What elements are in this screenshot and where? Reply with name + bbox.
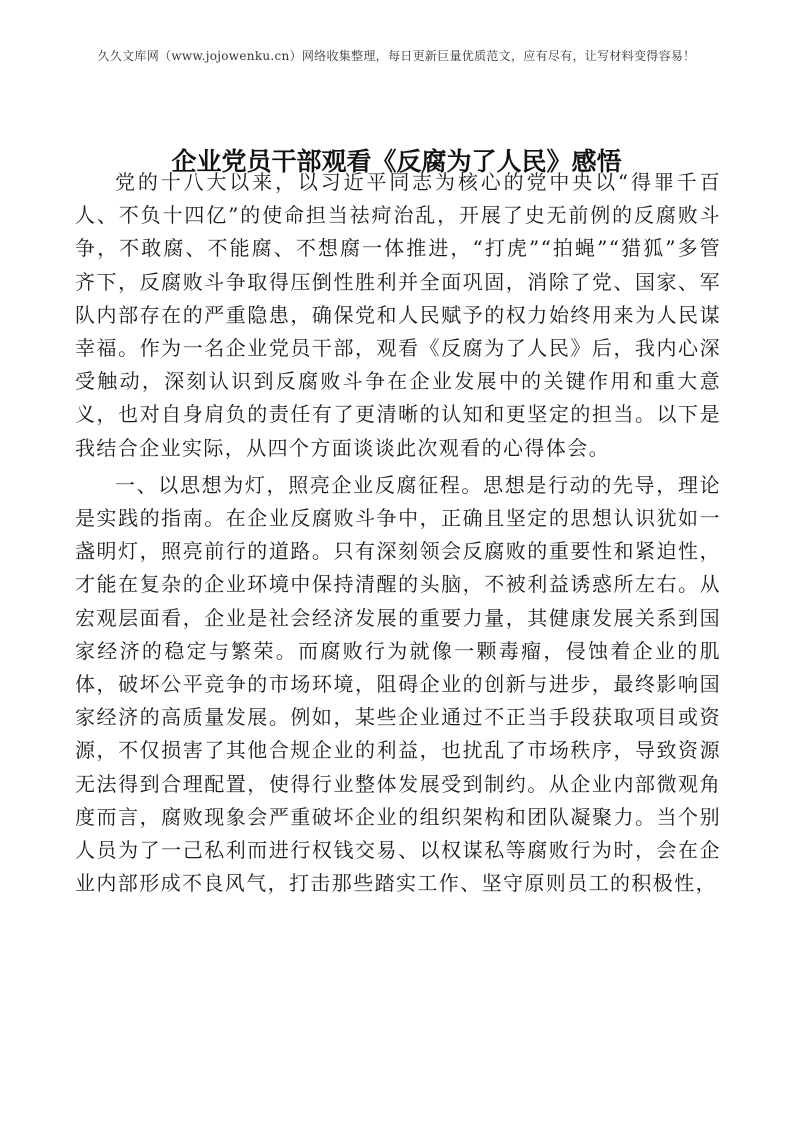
paragraph-intro: 党的十八大以来，以习近平同志为核心的党中央以“得罪千百人、不负十四亿”的使命担当祛疴治乱，开展了史无前例的反腐败斗争，不敢腐、不能腐、不想腐一体推进，“打虎”“拍蝇”“猎狐”多管齐下，反腐败斗争取得压倒性胜利并全面巩固，消除了党、国家、军队内部存在的严重隐患，确保党和人民赋予的权力始终用来为人民谋幸福。作为一名企业党员干部，观看《反腐为了人民》后，我内心深受触动，深刻认识到反腐败斗争在企业发展中的关键作用和重大意义，也对自身肩负的责任有了更清晰的认知和更坚定的担当。以下是我结合企业实际，从四个方面谈谈此次观看的心得体会。 [75, 170, 721, 460]
document-title: 企业党员干部观看《反腐为了人民》感悟 [171, 147, 622, 176]
header-note: 久久文库网（www.jojowenku.cn）网络收集整理，每日更新巨量优质范文，应有尽有，让写材料变得容易！ [97, 49, 696, 63]
document-body [75, 166, 721, 900]
paragraph-section-one: 一、以思想为灯，照亮企业反腐征程。思想是行动的先导，理论是实践的指南。在企业反腐败斗争中，正确且坚定的思想认识犹如一盏明灯，照亮前行的道路。只有深刻领会反腐败的重要性和紧迫性，才能在复杂的企业环境中保持清醒的头脑，不被利益诱惑所左右。从宏观层面看，企业是社会经济发展的重要力量，其健康发展关系到国家经济的稳定与繁荣。而腐败行为就像一颗毒瘤，侵蚀着企业的肌体，破坏公平竞争的市场环境，阻碍企业的创新与进步，最终影响国家经济的高质量发展。例如，某些企业通过不正当手段获取项目或资源，不仅损害了其他合规企业的利益，也扰乱了市场秩序，导致资源无法得到合理配置，使得行业整体发展受到制约。从企业内部微观角度而言，腐败现象会严重破坏企业的组织架构和团队凝聚力。当个别人员为了一己私利而进行权钱交易、以权谋私等腐败行为时，会在企业内部形成不良风气，打击那些踏实工作、坚守原则员工的积极性， [75, 472, 721, 896]
